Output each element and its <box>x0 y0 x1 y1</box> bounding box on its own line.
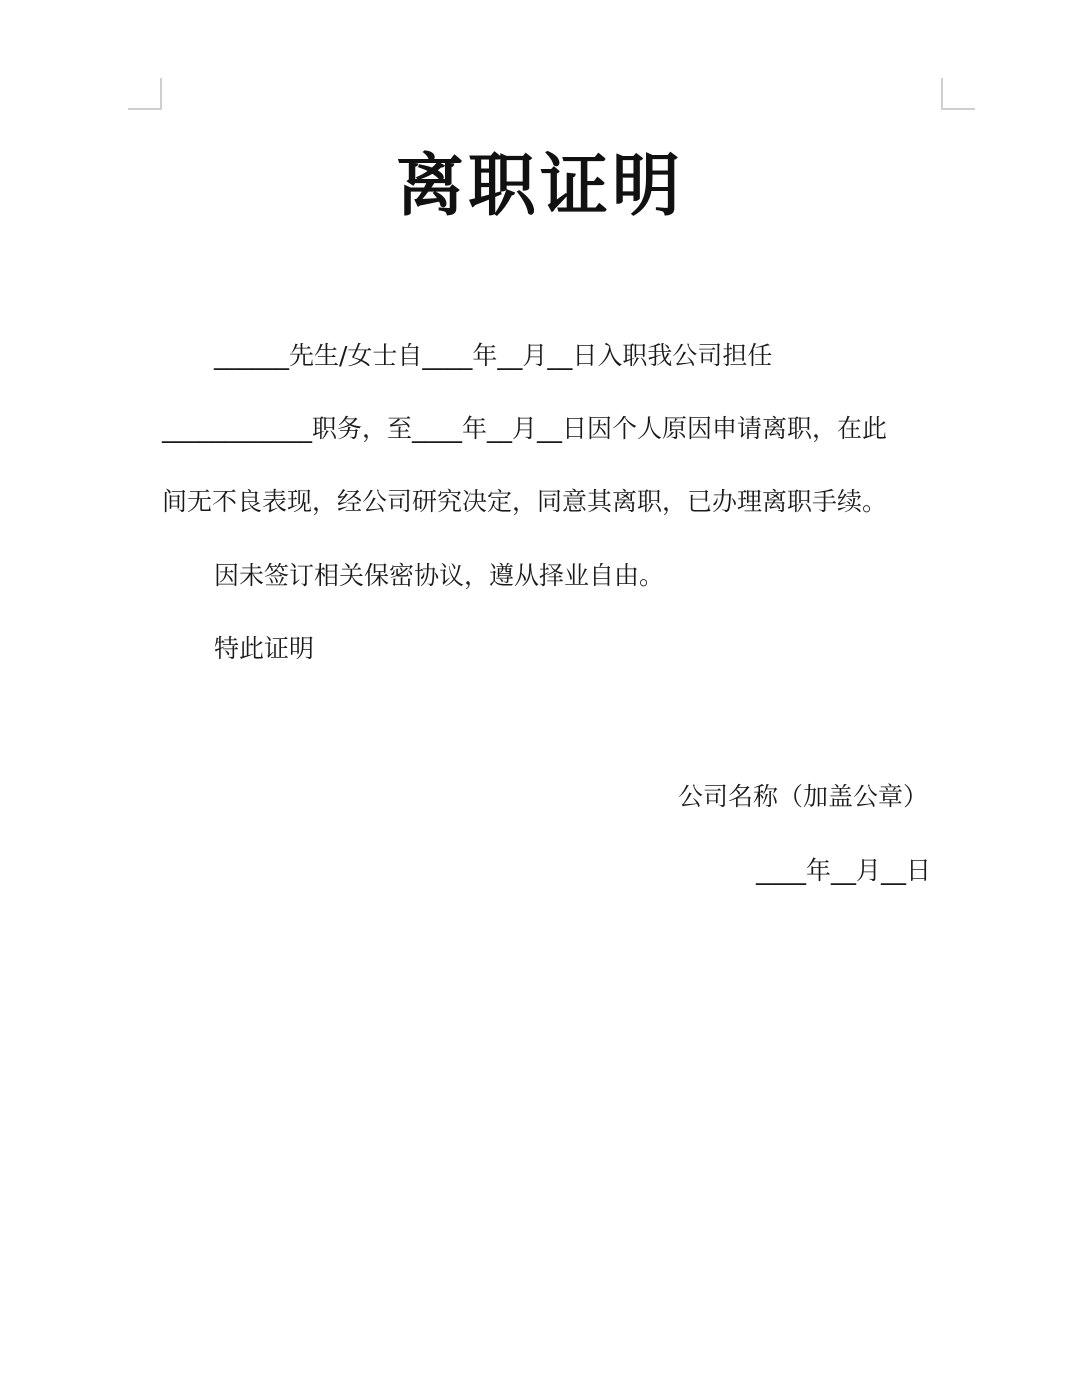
crop-mark-top-left <box>128 78 162 110</box>
company-signature: 公司名称（加盖公章） <box>678 782 929 811</box>
body-line-5: 特此证明 <box>214 634 315 663</box>
body-line-1: ______先生/女士自____年__月__日入职我公司担任 <box>214 341 773 370</box>
body-line-4: 因未签订相关保密协议，遵从择业自由。 <box>214 561 665 590</box>
crop-mark-top-right <box>941 78 975 110</box>
document-title: 离职证明 <box>395 147 684 226</box>
body-line-2: ____________职务，至____年__月__日因个人原因申请离职，在此 <box>162 414 888 443</box>
signature-date: ____年__月__日 <box>756 856 932 885</box>
body-line-3: 间无不良表现，经公司研究决定，同意其离职，已办理离职手续。 <box>162 487 888 516</box>
